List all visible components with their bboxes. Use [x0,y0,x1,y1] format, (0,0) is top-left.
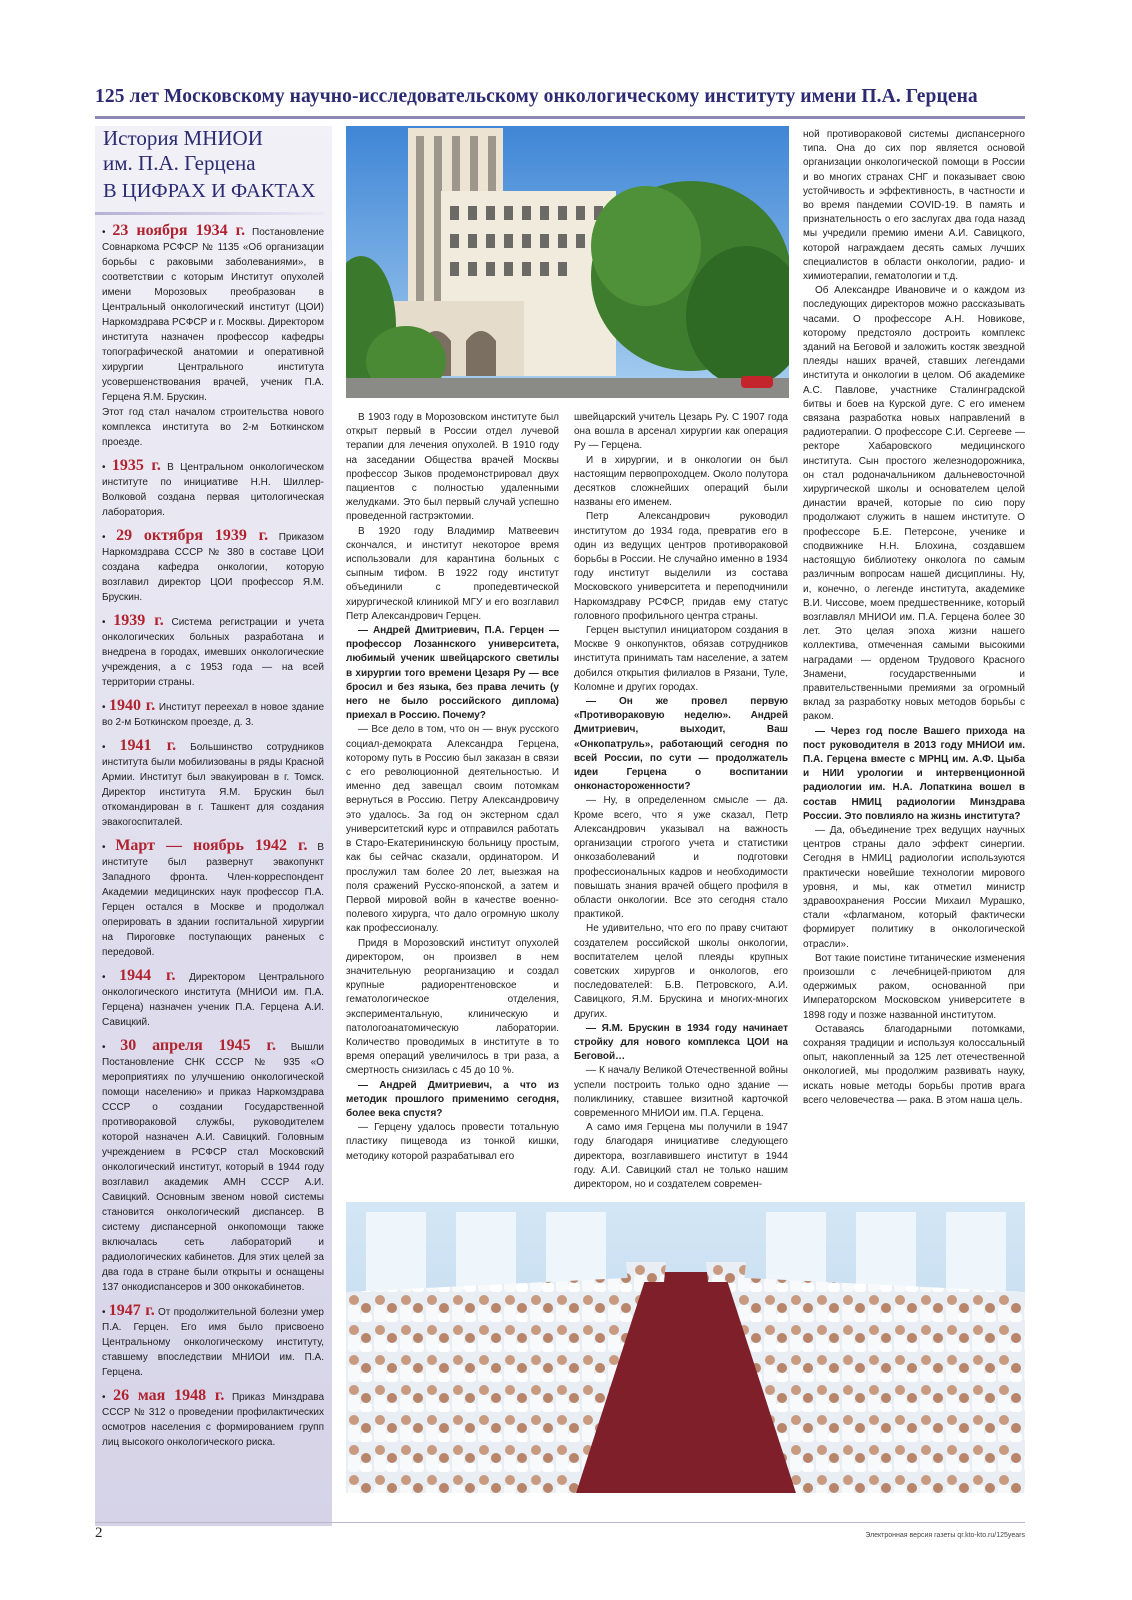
article-paragraph: Оставаясь благодарными потомками, сохраняя традиции и используя колоссальный опыт, накопленный за 125 лет отечественной онкологией, мы продолжим развивать науку, искать новые методы борьбы против врага всего человечества — рака. В этом наша цель. [803,1023,1025,1106]
article-column-2 [574,411,788,1192]
timeline-event: • 1944 г. Директором Центрального онкологического института (МНИОИ им. П.А. Герцена) назначен ученик П.А. Герцена А.И. Савицкий. [102,967,325,1028]
article-paragraph: В 1903 году в Морозовском институте был открыт первый в России отдел лучевой терапии для лечения опухолей. В 1910 году на заседании Общества врачей Москвы профессор Зыков продемонстрировал двух пациентов с полностью удаленными желудками. Это был первый случай успешно проведенной гастрэктомии. [346,412,559,523]
timeline-event: • 1935 г. В Центральном онкологическом институте по инициативе Н.Н. Шиллер-Волковой создана первая цитологическая лаборатория. [102,457,325,518]
article-paragraph: — Да, объединение трех ведущих научных центров страны дало эффект синергии. Сегодня в НМИЦ радиологии используются практически новейшие технологии мирового уровня, и мы, как отметил министр здравоохранения России Михаил Мурашко, стали «флагманом, который фактически формирует политику в онкологической отрасли». [803,824,1025,950]
building-illustration [346,126,789,398]
page-header [95,86,1025,119]
timeline-events [95,223,332,1450]
footer-link-text: Электронная версия газеты qr.kto-kto.ru/125years [865,1532,1025,1539]
event-text: Вышли Постановление СНК СССР № 935 «О мероприятиях по улучшению онкологической помощи населению» и приказ Наркомздрава СССР о создании Государственной противораковой службы, руководителем которой назначен А.И. Савицкий. Головным учреждением в РСФСР стал Московский онкологический институт, который в 1944 году возглавил академик АМН СССР А.И. Савицкий. Основным звеном новой системы становится онкологический диспансер. В систему диспансерной онкопомощи также включалась сеть лабораторий и радиологических кабинетов. Для этих целей за два года в стране были открыты и оснащены 137 онкодиспансеров и 300 онкокабинетов. [102,1042,324,1293]
timeline-event: • 1940 г. Институт переехал в новое здание во 2-м Боткинском проезде, д. 3. [102,697,325,728]
sidebar-title [95,126,332,206]
event-text: Приказом Наркомздрава СССР № 380 в составе ЦОИ создана кафедра онкологии, которую возглавил директор ЦОИ профессор Я.М. Брускин. [102,532,325,603]
article-paragraph: Об Александре Ивановиче и о каждом из последующих директоров можно рассказывать часами. О профессоре А.Н. Новикове, которому предстояло достроить комплекс зданий на Беговой и заложить костяк звездной плеяды наших врачей, ставших легендами института и онкологии в целом. Об академике А.С. Павлове, участнике Сталинградской битвы и боев на Курской дуге. С его именем связана разработка новых направлений в радиотерапии. О профессоре С.И. Сергееве — ректоре Хабаровского медицинского института. Сын простого железнодорожника, он стал родоначальником дальневосточной хирургической школы и основателем целой династии врачей, которые по сию пору продолжают служить в нашем институте. О профессоре Б.Е. Петерсоне, ученике и сподвижнике Н.Н. Блохина, создавшем настоящую библиотеку онколога по самым различным вопросам нашей дисциплины. Ну, и, конечно, о легенде института, академике В.И. Чиссове, моем предшественнике, который возглавлял МНИОИ им. П.А. Герцена более 30 лет. Это целая эпоха жизни нашего коллектива, отмеченная самыми высокими наградами — орденом Трудового Красного Знамени, государственными и правительственными премиями за огромный вклад за разработку новых методов борьбы с раком. [803,285,1025,723]
timeline-event: • 1939 г. Система регистрации и учета онкологических больных разработана и внедрена в городах, имевших онкологические учреждения, а с 1953 года — на всей территории страны. [102,612,325,688]
page-number: 2 [95,1525,103,1541]
group-illustration [346,1202,1025,1493]
timeline-event: • Март — ноябрь 1942 г. В институте был развернут эвакопункт Западного фронта. Член-корреспондент Академии медицинских наук профессор П.А. Герцен остался в Москве и продолжал оперировать в здании госпитальной хирургии на Пироговке поступающих раненых с передовой. [102,837,325,958]
article-paragraph: Петр Александрович руководил институтом до 1934 года, превратив его в один из ведущих центров противораковой борьбы в России. Не случайно именно в 1934 году институт выделили из состава Московского университета и переподчинили Наркомздраву РСФСР, придав ему статус головного профильного центра страны. [574,511,788,622]
article-paragraph: Не удивительно, что его по праву считают создателем российской школы онкологии, воспитателем целой плеяды крупных советских хирургов и онкологов, его последователей: Б.В. Петровского, А.И. Савицкого, Я.М. Брускина и многих-многих других. [574,923,788,1020]
event-date: 30 апреля 1945 г. [120,1037,276,1054]
article-paragraph: — Все дело в том, что он — внук русского социал-демократа Александра Герцена, которому путь в Россию был заказан в связи с его революционной деятельностью. И именно дед завещал своим потомкам вернуться в Россию. Петру Александровичу это удалось. За год он экстерном сдал университетский курс и отправился работать в Старо-Екатерининскую больницу простым, как бы сейчас сказали, ординатором. И прослужил там более 20 лет, выезжая на поля сражений Русско-японской, а затем и Первой мировой войн в качестве военно-полевого хирурга, что дало огромную школу как профессионалу. [346,724,559,935]
article-paragraph: — Герцену удалось провести тотальную пластику пищевода из тонкой кишки, методику которой разрабатывал его [346,1122,559,1162]
timeline-event: • 23 ноября 1934 г. Постановление Совнаркома РСФСР № 1135 «Об организации борьбы с раковыми заболеваниями», в соответствии с которым Институт опухолей имени Морозовых преобразован в Центральный онкологический институт (ЦОИ) Наркомздрава РСФСР и г. Москвы. Директором института назначен профессор кафедры топографической анатомии и оперативной хирургии Центрального института усовершенствования врачей, ученик П.А. Герцена Я.М. Брускин. Этот год стал началом строительства нового комплекса института во 2-м Боткинском проезде. [102,222,325,448]
footer-divider [95,1522,1025,1523]
event-text: Институт переехал в новое здание во 2-м Боткинском проезде, д. 3. [102,702,325,728]
interview-question: — Я.М. Брускин в 1934 году начинает стройку для нового комплекса ЦОИ на Беговой… [574,1022,788,1063]
event-date: 29 октября 1939 г. [116,527,269,544]
event-date: 1944 г. [119,967,176,984]
sidebar-title-line1: История МНИОИ [103,126,263,150]
article-paragraph: — Ну, в определенном смысле — да. Кроме всего, что я уже сказал, Петр Александрович указывал на важность организации строгого учета и статистики онкозаболеваний и подготовки профессиональных кадров и необходимости повышать знания врачей общего профиля в области онкологии. Все это сегодня стало практикой. [574,795,788,921]
event-date: 1947 г. [108,1302,155,1319]
event-text: От продолжительной болезни умер П.А. Герцен. Его имя было присвоено Центральному онкологическому институту, ставшему впоследствии МНИОИ им. П.А. Герцена. [102,1307,324,1378]
article-paragraph: В 1920 году Владимир Матвеевич скончался, и институт некоторое время использовали для карантина больных с сыпным тифом. В 1922 году институт объединили с пропедевтической хирургической клиникой МГУ и его возглавил Петр Александрович Герцен. [346,525,559,622]
article-paragraph: Придя в Морозовский институт опухолей директором, он произвел в нем значительную реорганизацию и создал крупные радиорентгеновское и гематологическое отделения, экспериментальную, клиническую и патологоанатомическую лаборатории. Количество проводимых в институте в то время операций увеличилось в три раза, а смертность снизилась с 45 до 10 %. [346,937,559,1077]
timeline-event: • 29 октября 1939 г. Приказом Наркомздрава СССР № 380 в составе ЦОИ создана кафедра онкологии, которую возглавил директор ЦОИ профессор Я.М. Брускин. [102,527,325,603]
article-paragraph: ной противораковой системы диспансерного типа. Она до сих пор является основой организации онкологической помощи в России и во многих странах СНГ и показывает свою устойчивость и эффективность, в частности и во время пандемии COVID-19. В память и признательность о его заслугах два года назад мы учредили премию имени А.И. Савицкого, которой награждаем десять самых лучших специалистов в области онкологии, радио- и химиотерапии, гематологии и т.д. [803,129,1025,283]
event-text-extra: Этот год стал началом строительства нового комплекса института во 2-м Боткинском проезде. [102,407,324,448]
article-paragraph: — К началу Великой Отечественной войны успели построить только одно здание — поликлинику, ставшее визитной карточкой современного МНИОИ им. П.А. Герцена. [574,1065,788,1119]
event-text: Большинство сотрудников института были мобилизованы в ряды Красной Армии. Институт был эвакуирован в г. Томск. Директор института Я.М. Брускин был откомандирован в г. Ташкент для создания эвакогоспиталей. [102,742,324,828]
interview-question: — Андрей Дмитриевич, П.А. Герцен — профессор Лозаннского университета, любимый ученик швейцарского светилы в хирургии того времени Цезаря Ру — все бросил и без языка, без права лечить (у него не было российского диплома) приехал в Россию. Почему? [346,625,559,722]
staff-group-photo [346,1202,1025,1493]
event-text: В институте был развернут эвакопункт Западного фронта. Член-корреспондент Академии медицинских наук профессор П.А. Герцен остался в Москве и продолжал оперировать в здании госпитальной хирургии на Пироговке поступающих раненых с передовой. [102,842,325,958]
header-title: 125 лет Московскому научно-исследовательскому онкологическому институту имени П.А. Герцена [95,86,978,107]
building-photo [346,126,789,398]
article-paragraph: А само имя Герцена мы получили в 1947 году благодаря инициативе следующего директора, возглавившего институт в 1944 году. А.И. Савицкий стал не только нашим директором, но и создателем современ- [574,1122,788,1190]
event-date: 23 ноября 1934 г. [112,222,246,239]
sidebar-title-line3: В ЦИФРАХ И ФАКТАХ [103,180,316,202]
event-text: Директором Центрального онкологического института (МНИОИ им. П.А. Герцена) назначен ученик П.А. Герцена А.И. Савицкий. [102,972,325,1028]
timeline-event: • 26 мая 1948 г. Приказ Минздрава СССР № 312 о проведении профилактических осмотров населения с формированием групп лиц высокого онкологического риска. [102,1387,325,1448]
interview-question: — Андрей Дмитриевич, а что из методик прошлого применимо сегодня, более века спустя? [346,1079,559,1119]
article-paragraph: Вот такие поистине титанические изменения произошли с лечебницей-приютом для одержимых раком, основанной при Императорском Московском университете в 1898 году и позже названной институтом. [803,952,1025,1021]
event-text: Постановление Совнаркома РСФСР № 1135 «Об организации борьбы с раковыми заболеваниями», в соответствии с которым Институт опухолей имени Морозовых преобразован в Центральный онкологический институт (ЦОИ) Наркомздрава РСФСР и г. Москвы. Директором института назначен профессор кафедры топографической анатомии и оперативной хирургии Центрального института усовершенствования врачей, ученик П.А. Герцена Я.М. Брускин. [102,227,325,403]
event-date: 1939 г. [113,612,164,629]
timeline-event: • 1947 г. От продолжительной болезни умер П.А. Герцен. Его имя было присвоено Центральному онкологическому институту, ставшему впоследствии МНИОИ им. П.А. Герцена. [102,1302,324,1378]
sidebar-divider [95,212,324,215]
article-column-3 [803,128,1025,1108]
event-text: В Центральном онкологическом институте по инициативе Н.Н. Шиллер-Волковой создана первая цитологическая лаборатория. [102,462,325,518]
article-paragraph: И в хирургии, и в онкологии он был настоящим первопроходцем. Около полутора десятков сложнейших операций были названы его именем. [574,454,788,509]
event-date: 26 мая 1948 г. [113,1387,225,1404]
interview-question: — Он же провел первую «Противораковую неделю». Андрей Дмитриевич, выходит, Ваш «Онкопатруль», работающий сегодня по всей России, по сути — продолжатель идеи Герцена о воспитании онконастороженности? [574,696,788,793]
event-date: 1940 г. [109,697,156,714]
article-paragraph: Герцен выступил инициатором создания в Москве 9 онкопунктов, обязав сотрудников института принимать там население, а затем добился открытия филиалов в Рязани, Туле, Коломне и других городах. [574,625,788,693]
timeline-event: • 1941 г. Большинство сотрудников института были мобилизованы в ряды Красной Армии. Институт был эвакуирован в г. Томск. Директор института Я.М. Брускин был откомандирован в г. Ташкент для создания эвакогоспиталей. [102,737,324,828]
article-column-1 [346,411,559,1164]
event-text: Система регистрации и учета онкологических больных разработана и внедрена в городах, имевших онкологические учреждения, а с 1953 года — на всей территории страны. [102,617,325,688]
sidebar-title-line2: им. П.А. Герцена [103,151,256,175]
sidebar-timeline [95,126,332,1526]
event-date: 1941 г. [119,737,177,754]
timeline-event: • 30 апреля 1945 г. Вышли Постановление СНК СССР № 935 «О мероприятиях по улучшению онкологической помощи населению» и приказ Наркомздрава СССР о создании Государственной противораковой службы, руководителем которой назначен А.И. Савицкий. Головным учреждением в РСФСР стал Московский онкологический институт, который в 1944 году возглавил академик АМН СССР А.И. Савицкий. Основным звеном новой системы становится онкологический диспансер. В систему диспансерной онкопомощи также включалась сеть лабораторий и радиологических кабинетов. Для этих целей за два года в стране были открыты и оснащены 137 онкодиспансеров и 300 онкокабинетов. [102,1037,324,1293]
interview-question: — Через год после Вашего прихода на пост руководителя в 2013 году МНИОИ им. П.А. Герцена вместе с МРНЦ им. А.Ф. Цыба и НИИ урологии и интервенционной радиологии им. Н.А. Лопаткина вошел в состав НМИЦ радиологии Минздрава России. Это повлияло на жизнь института? [803,725,1025,822]
article-paragraph: швейцарский учитель Цезарь Ру. С 1907 года она вошла в арсенал хирургии как операция Ру — Герцена. [574,412,788,452]
event-date: 1935 г. [111,457,161,474]
event-text: Приказ Минздрава СССР № 312 о проведении профилактических осмотров населения с формированием групп лиц высокого онкологического риска. [102,1392,325,1448]
event-date: Март — ноябрь 1942 г. [115,837,308,854]
